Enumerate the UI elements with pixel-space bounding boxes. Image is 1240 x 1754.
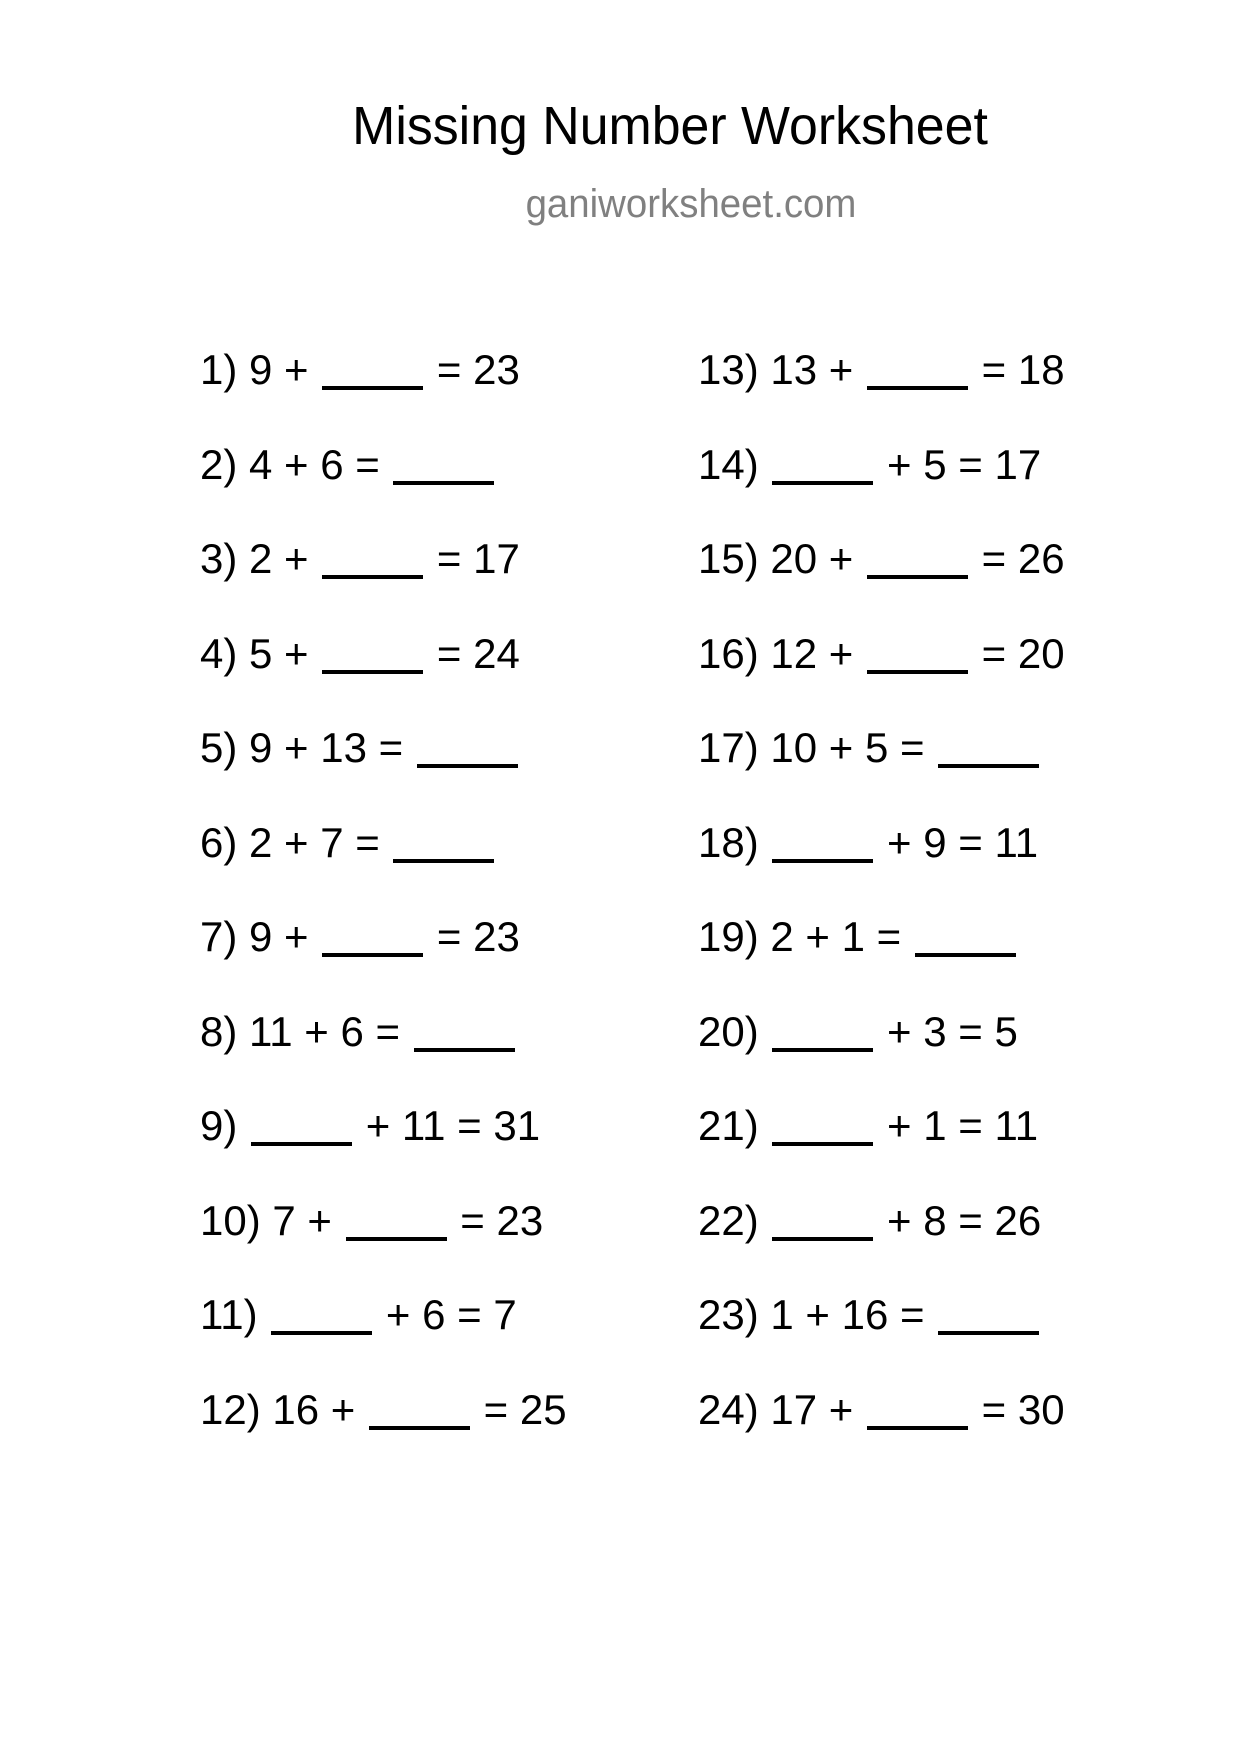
answer-blank[interactable] — [322, 670, 423, 674]
equation-before: 5 + — [237, 629, 321, 677]
equation-before: 2 + — [237, 535, 321, 582]
problem-number: 9) — [200, 1102, 238, 1149]
answer-blank[interactable] — [322, 386, 423, 390]
problem-number: 10) — [200, 1196, 261, 1244]
equation-before: 11 + 6 = — [237, 1007, 412, 1055]
equation-before: 13 + — [758, 346, 865, 393]
answer-blank[interactable] — [414, 1048, 515, 1052]
problem-number: 19) — [698, 913, 759, 960]
problem-20 — [698, 1008, 1065, 1103]
problem-23 — [698, 1291, 1065, 1386]
equation-before — [759, 1197, 771, 1244]
problem-number: 20) — [698, 1007, 759, 1055]
equation-before: 1 + 16 = — [758, 1291, 937, 1338]
problem-17 — [698, 724, 1065, 819]
problem-2 — [200, 441, 567, 536]
answer-blank[interactable] — [938, 1331, 1039, 1335]
answer-blank[interactable] — [322, 575, 423, 579]
problem-number: 7) — [200, 913, 238, 960]
problem-24 — [698, 1386, 1065, 1481]
page-title: Missing Number Worksheet — [352, 96, 988, 156]
problem-9 — [200, 1102, 567, 1197]
problem-number: 23) — [698, 1291, 759, 1338]
answer-blank[interactable] — [915, 953, 1016, 957]
answer-blank[interactable] — [867, 386, 968, 390]
equation-before: 9 + — [237, 913, 321, 960]
problem-number: 8) — [200, 1007, 238, 1055]
problem-5 — [200, 724, 567, 819]
problem-number: 3) — [200, 535, 238, 582]
problem-number: 18) — [698, 818, 759, 866]
problem-3 — [200, 535, 567, 630]
equation-after: + 11 = 31 — [354, 1102, 541, 1149]
equation-before — [759, 1008, 771, 1055]
equation-before: 4 + 6 = — [237, 440, 392, 488]
equation-after: + 1 = 11 — [875, 1102, 1039, 1149]
problem-19 — [698, 913, 1065, 1008]
equation-before — [258, 1291, 270, 1338]
equation-after: = 24 — [425, 629, 520, 677]
answer-blank[interactable] — [417, 764, 518, 768]
problem-number: 11) — [200, 1291, 258, 1338]
equation-after: = 30 — [969, 1385, 1065, 1433]
equation-before: 10 + 5 = — [758, 724, 937, 771]
equation-after: + 9 = 11 — [875, 818, 1039, 866]
equation-after: = 25 — [471, 1385, 567, 1433]
problems-column-left — [200, 346, 567, 1480]
problem-8 — [200, 1008, 567, 1103]
problem-number: 15) — [698, 535, 759, 582]
equation-after: = 18 — [969, 346, 1065, 393]
answer-blank[interactable] — [867, 575, 968, 579]
answer-blank[interactable] — [772, 1142, 873, 1146]
problem-number: 12) — [200, 1385, 261, 1433]
problem-number: 2) — [200, 440, 238, 488]
problem-number: 13) — [698, 346, 759, 393]
problem-14 — [698, 441, 1065, 536]
answer-blank[interactable] — [393, 481, 494, 485]
equation-before — [759, 819, 771, 866]
equation-before: 9 + — [237, 346, 321, 393]
problem-6 — [200, 819, 567, 914]
equation-before: 9 + 13 = — [237, 724, 415, 771]
website-url: ganiworksheet.com — [525, 182, 857, 226]
problem-number: 4) — [200, 629, 238, 677]
equation-after: + 5 = 17 — [875, 440, 1042, 488]
answer-blank[interactable] — [271, 1331, 372, 1335]
problem-21 — [698, 1102, 1065, 1197]
equation-after: + 6 = 7 — [374, 1291, 517, 1338]
equation-after: + 3 = 5 — [875, 1007, 1018, 1055]
equation-after: + 8 = 26 — [875, 1196, 1042, 1244]
answer-blank[interactable] — [772, 859, 873, 863]
equation-before: 2 + 1 = — [758, 913, 913, 960]
answer-blank[interactable] — [772, 481, 873, 485]
problem-15 — [698, 535, 1065, 630]
equation-before: 2 + 7 = — [237, 818, 392, 866]
problem-number: 17) — [698, 724, 759, 771]
answer-blank[interactable] — [867, 670, 968, 674]
equation-before: 16 + — [260, 1385, 367, 1433]
equation-before: 20 + — [758, 535, 865, 582]
problems-column-right — [698, 346, 1065, 1480]
answer-blank[interactable] — [772, 1237, 873, 1241]
equation-after: = 17 — [425, 535, 520, 582]
answer-blank[interactable] — [346, 1237, 447, 1241]
problem-1 — [200, 346, 567, 441]
problem-number: 6) — [200, 818, 238, 866]
problem-16 — [698, 630, 1065, 725]
problem-13 — [698, 346, 1065, 441]
problem-22 — [698, 1197, 1065, 1292]
equation-before — [237, 1102, 249, 1149]
equation-before: 17 + — [758, 1385, 865, 1433]
problem-number: 22) — [698, 1196, 759, 1244]
equation-before — [759, 441, 771, 488]
answer-blank[interactable] — [867, 1426, 968, 1430]
problem-7 — [200, 913, 567, 1008]
equation-before: 12 + — [758, 629, 865, 677]
problem-number: 21) — [698, 1102, 759, 1149]
problem-number: 14) — [698, 440, 759, 488]
equation-before: 7 + — [260, 1196, 344, 1244]
problem-4 — [200, 630, 567, 725]
problem-number: 16) — [698, 629, 759, 677]
problem-10 — [200, 1197, 567, 1292]
problem-number: 5) — [200, 724, 238, 771]
answer-blank[interactable] — [393, 859, 494, 863]
answer-blank[interactable] — [251, 1142, 352, 1146]
answer-blank[interactable] — [322, 953, 423, 957]
problem-11 — [200, 1291, 567, 1386]
equation-before — [759, 1102, 771, 1149]
problem-18 — [698, 819, 1065, 914]
answer-blank[interactable] — [938, 764, 1039, 768]
problem-number: 1) — [200, 346, 238, 393]
answer-blank[interactable] — [369, 1426, 470, 1430]
problem-12 — [200, 1386, 567, 1481]
answer-blank[interactable] — [772, 1048, 873, 1052]
equation-after: = 23 — [425, 913, 520, 960]
problem-number: 24) — [698, 1385, 759, 1433]
equation-after: = 20 — [969, 629, 1065, 677]
equation-after: = 23 — [448, 1196, 544, 1244]
equation-after: = 23 — [425, 346, 520, 393]
equation-after: = 26 — [969, 535, 1065, 582]
